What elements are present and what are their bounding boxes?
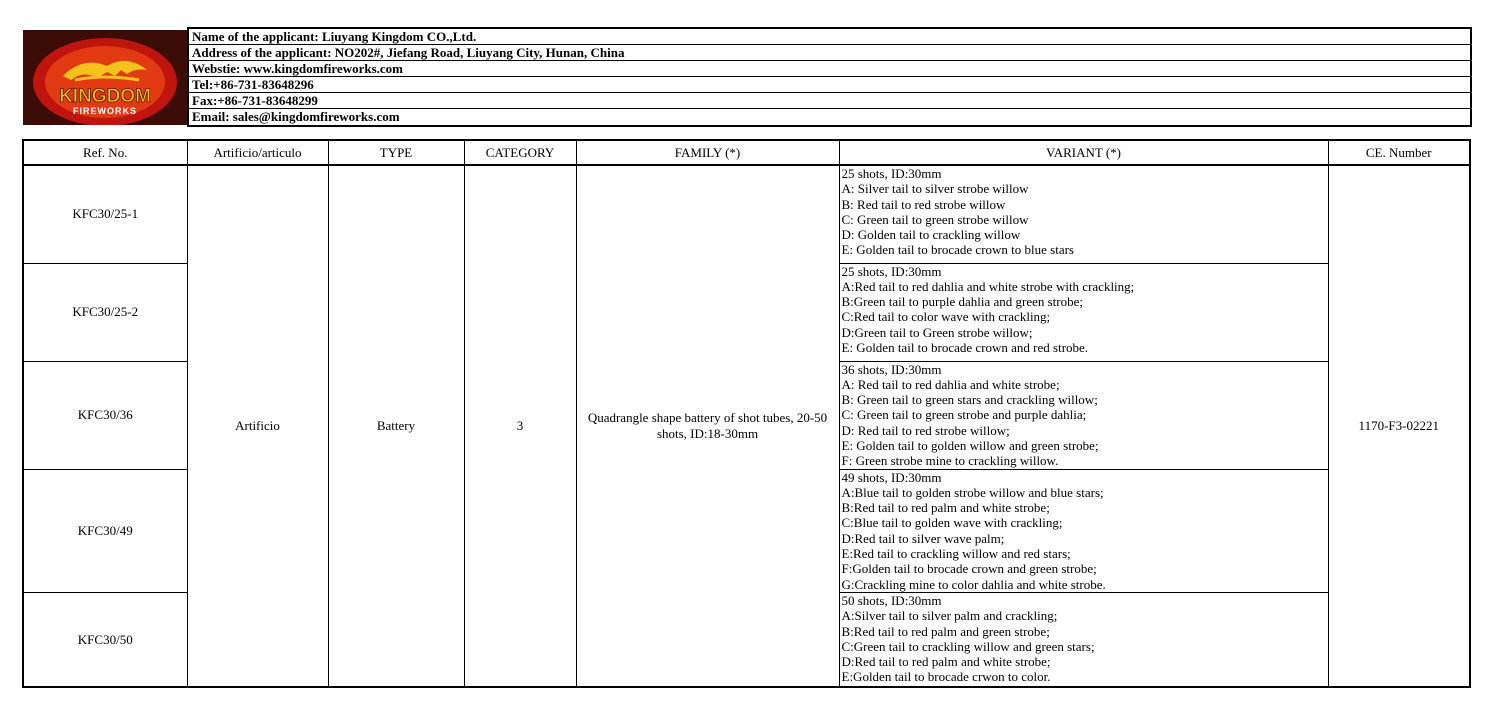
variant-line: B: Red tail to red strobe willow [841, 196, 1006, 212]
variant-line: 36 shots, ID:30mm [841, 361, 942, 377]
ref-no-cell: KFC30/50 [23, 592, 187, 687]
variant-line: C:Green tail to crackling willow and green stars; [841, 638, 1095, 654]
variant-line: A: Red tail to red dahlia and white strobe; [841, 376, 1060, 392]
variant-line: D: Golden tail to crackling willow [841, 227, 1021, 243]
variant-line: E: Golden tail to brocade crown to blue stars [841, 242, 1074, 258]
header-family: FAMILY (*) [576, 140, 839, 165]
variant-line: 25 shots, ID:30mm [841, 263, 942, 279]
variant-line: B:Red tail to red palm and green strobe; [841, 623, 1050, 639]
header-ce-number: CE. Number [1328, 140, 1470, 165]
variant-line: B: Green tail to green stars and crackling willow; [841, 392, 1098, 408]
applicant-name: Name of the applicant: Liuyang Kingdom CO.,Ltd. [189, 29, 1470, 45]
applicant-website: Webstie: www.kingdomfireworks.com [189, 61, 1470, 77]
variant-line: C: Green tail to green strobe and purple dahlia; [841, 407, 1087, 423]
applicant-fax: Fax:+86-731-83648299 [189, 93, 1470, 109]
variant-line: B:Green tail to purple dahlia and green strobe; [841, 294, 1084, 310]
variant-line: E:Golden tail to brocade crwon to color. [841, 669, 1051, 685]
variant-line: E:Red tail to crackling willow and red stars; [841, 546, 1071, 562]
type-cell: Battery [328, 165, 464, 687]
header-category: CATEGORY [464, 140, 576, 165]
header-variant: VARIANT (*) [839, 140, 1328, 165]
variant-line: C: Green tail to green strobe willow [841, 211, 1029, 227]
ref-no-cell: KFC30/36 [23, 361, 187, 469]
variant-line: 25 shots, ID:30mm [841, 166, 942, 181]
articulo-cell: Artificio [187, 165, 328, 687]
variant-line: B:Red tail to red palm and white strobe; [841, 500, 1050, 516]
ref-no-cell: KFC30/25-1 [23, 165, 187, 263]
ref-no-cell: KFC30/49 [23, 469, 187, 592]
variant-cell [839, 592, 1328, 687]
logo-sub-text: FIREWORKS [73, 106, 137, 116]
applicant-address: Address of the applicant: NO202#, Jiefang Road, Liuyang City, Hunan, China [189, 45, 1470, 61]
company-logo [23, 30, 187, 125]
products-table [22, 139, 1471, 688]
header-articulo: Artificio/articulo [187, 140, 328, 165]
variant-line: F:Golden tail to brocade crown and green strobe; [841, 561, 1097, 577]
header-type: TYPE [328, 140, 464, 165]
variant-cell [839, 361, 1328, 469]
family-cell: Quadrangle shape battery of shot tubes, 20-50 shots, ID:18-30mm [576, 165, 839, 687]
table-header-row [23, 140, 1470, 165]
variant-line: 50 shots, ID:30mm [841, 592, 942, 608]
category-cell: 3 [464, 165, 576, 687]
variant-line: E: Golden tail to golden willow and green strobe; [841, 437, 1099, 453]
variant-cell [839, 469, 1328, 592]
variant-line: E: Golden tail to brocade crown and red strobe. [841, 339, 1089, 355]
variant-line: D:Red tail to red palm and white strobe; [841, 654, 1051, 670]
variant-cell [839, 263, 1328, 361]
variant-line: F: Green strobe mine to crackling willow. [841, 453, 1059, 469]
ref-no-cell: KFC30/25-2 [23, 263, 187, 361]
variant-cell [839, 165, 1328, 263]
header-ref-no: Ref. No. [23, 140, 187, 165]
variant-line: G:Crackling mine to color dahlia and white strobe. [841, 576, 1106, 592]
variant-line: C:Red tail to color wave with crackling; [841, 309, 1051, 325]
applicant-info [187, 27, 1472, 127]
variant-line: D:Red tail to silver wave palm; [841, 530, 1005, 546]
variant-line: A:Blue tail to golden strobe willow and blue stars; [841, 484, 1104, 500]
table-row [23, 165, 1470, 263]
ce-number-cell: 1170-F3-02221 [1328, 165, 1470, 687]
variant-line: D:Green tail to Green strobe willow; [841, 324, 1033, 340]
variant-line: C:Blue tail to golden wave with crackling; [841, 515, 1063, 531]
logo-brand-text: KINGDOM [59, 86, 151, 107]
variant-line: D: Red tail to red strobe willow; [841, 422, 1010, 438]
variant-line: A: Silver tail to silver strobe willow [841, 181, 1029, 197]
applicant-email: Email: sales@kingdomfireworks.com [192, 109, 400, 124]
variant-line: A:Red tail to red dahlia and white strobe with crackling; [841, 278, 1135, 294]
variant-line: A:Silver tail to silver palm and crackling; [841, 608, 1058, 624]
variant-line: 49 shots, ID:30mm [841, 469, 942, 485]
applicant-tel: Tel:+86-731-83648296 [189, 77, 1470, 93]
